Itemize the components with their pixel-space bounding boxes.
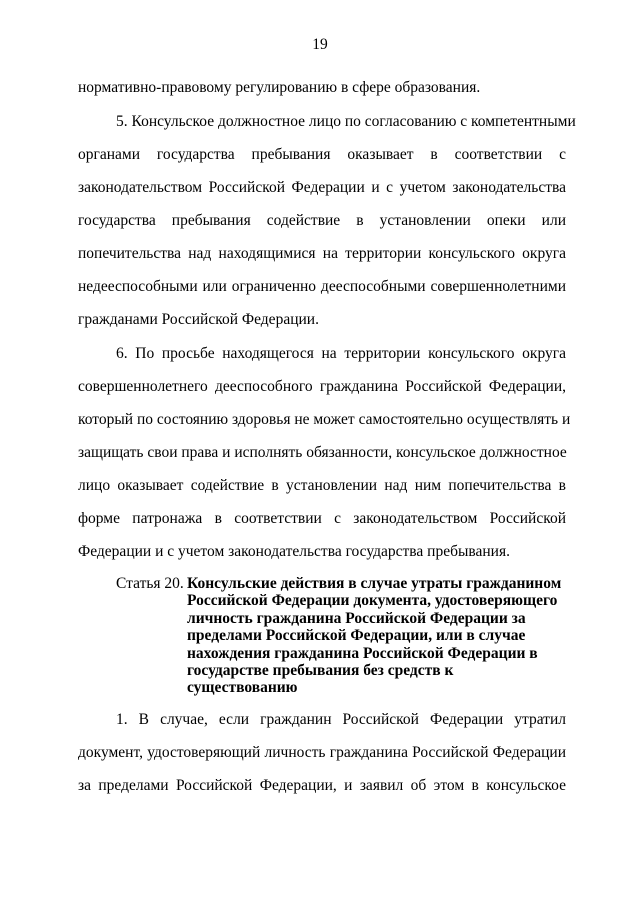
paragraph-5-line-5: попечительства над находящимися на территории консульского округа [78,245,566,262]
paragraph-5-line-4: государства пребывания содействие в установлении опеки или [78,212,566,229]
article-title-line: Российской Федерации документа, удостоверяющего [187,592,558,610]
paragraph-6-line-5: лицо оказывает содействие в установлении над ним попечительства в [78,477,566,494]
article-title [187,575,567,697]
paragraph-6-line-6: форме патронажа в соответствии с законодательством Российской [78,510,566,527]
article-title-line: пределами Российской Федерации, или в случае [187,627,526,645]
paragraph-5-line-6: недееспособными или ограниченно дееспособными совершеннолетними [78,278,566,295]
paragraph-5-line-7: гражданами Российской Федерации. [78,311,319,328]
article-title-line: личность гражданина Российской Федерации за [187,609,526,627]
paragraph-5-line-1: 5. Консульское должностное лицо по согласованию с компетентными [116,113,576,130]
article-20-paragraph-1-line-1: 1. В случае, если гражданин Российской Федерации утратил [116,711,566,728]
page-number: 19 [312,36,328,53]
article-20-paragraph-1-line-3: за пределами Российской Федерации, и заявил об этом в консульское [78,777,566,794]
article-title-line: государстве пребывания без средств к [187,662,454,680]
article-number: Статья 20. [116,575,184,592]
paragraph-6-line-7: Федерации и с учетом законодательства государства пребывания. [78,543,510,560]
paragraph-6-line-2: совершеннолетнего дееспособного гражданина Российской Федерации, [78,378,566,395]
article-20-paragraph-1-line-2: документ, удостоверяющий личность гражданина Российской Федерации [78,744,566,761]
paragraph-line: нормативно-правовому регулированию в сфере образования. [78,79,481,96]
paragraph-6-line-3: который по состоянию здоровья не может самостоятельно осуществлять и [78,411,571,428]
article-title-line: нахождения гражданина Российской Федерации в [187,644,538,662]
article-title-line: Консульские действия в случае утраты гражданином [187,575,562,592]
paragraph-6-line-1: 6. По просьбе находящегося на территории консульского округа [116,345,566,362]
paragraph-6-line-4: защищать свои права и исполнять обязанности, консульское должностное [78,444,567,461]
article-title-line: существованию [187,679,298,697]
paragraph-5-line-2: органами государства пребывания оказывает в соответствии с [78,146,566,163]
paragraph-5-line-3: законодательством Российской Федерации и с учетом законодательства [78,179,566,196]
